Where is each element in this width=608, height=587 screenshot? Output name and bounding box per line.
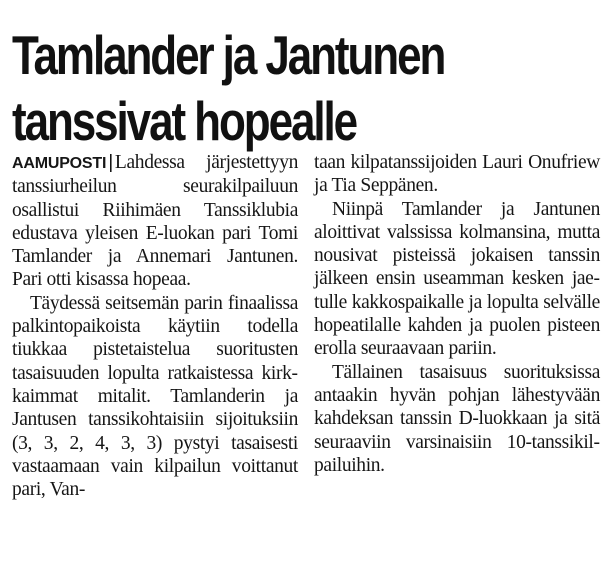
body-paragraph-2-continued: taan kilpatanssijoiden Lauri Onufriew ja Tia Seppänen. [314, 152, 600, 197]
body-paragraph-3: Niinpä Tamlander ja Jantunen aloittivat valssissa kolmansina, mutta nousivat pisteissä jokaisen tanssin jälkeen ensin useamman kesken jaetulle kakkospaikalle ja lopulta selvälle hopeatilalle kahden ja puolen pisteen erolla seuraavaan pariin. [314, 198, 600, 360]
lead-paragraph: AAMUPOSTI | Lahdessa järjestettyyn tanssiurheilun seurakilpailuun osallistui Riihimäen Tanssiklubia edustava yleisen E-luokan pari Tomi Tamlander ja Annemari Jantunen. Pari otti kisassa hopeaa. [12, 151, 298, 291]
body-paragraph-2: Täydessä seitsemän parin finaalissa palkintopaikoista käytiin todella tiukkaa pistetaistelua suoritusten tasaisuuden lopulta ratkaistessa kirkkaimmat mitalit. Tamlanderin ja Jantusen tanssikohtaisiin sijoituksiin (3, 3, 2, 4, 3, 3) pystyi tasaisesti vastaamaan vain kilpailun voittanut pari, Van- [12, 292, 298, 501]
headline [12, 22, 484, 154]
body-paragraph-4: Tällainen tasaisuus suorituksissa antaakin hyvän pohjan lähestyvään kahdeksan tanssin D-luokkaan ja sitä seuraaviin varsinaisiin 10-tanssikilpailuihin. [314, 361, 600, 476]
headline-line-1: Tamlander ja Jantunen [12, 24, 445, 86]
article-column-left [12, 151, 298, 501]
byline: AAMUPOSTI [12, 155, 107, 172]
headline-line-2: tanssivat hopealle [12, 90, 357, 152]
byline-separator: | [108, 151, 113, 173]
article-column-right [314, 151, 600, 477]
